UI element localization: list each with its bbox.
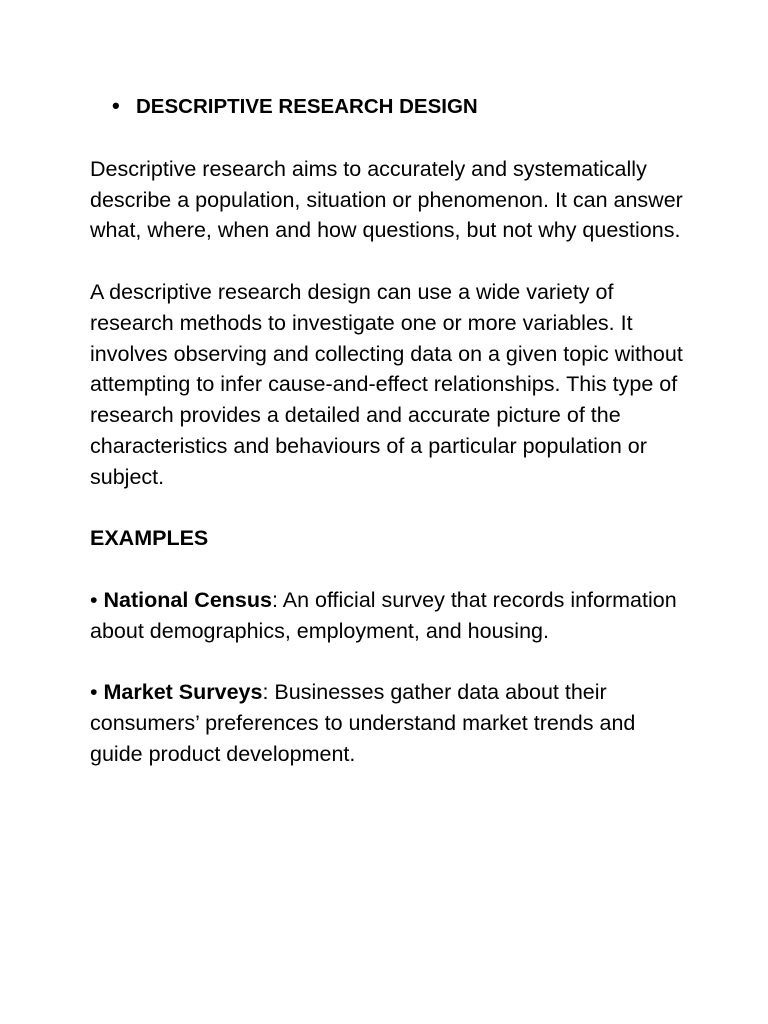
bullet-icon: • <box>90 587 98 612</box>
bullet-icon: • <box>112 93 120 118</box>
example-item <box>90 677 690 769</box>
examples-title: EXAMPLES <box>90 526 209 551</box>
document-page <box>90 91 690 801</box>
paragraph-explanation: A descriptive research design can use a wide variety of research methods to investigate one or more variables. It involves observing and collecting data on a given topic without attempting to infer cause-and-effect relationships. This type of research provides a detailed and accurate picture of the characteristics and behaviours of a particular population or subject. <box>90 279 683 489</box>
heading-text: DESCRIPTIVE RESEARCH DESIGN <box>136 95 478 118</box>
example-item <box>90 585 690 647</box>
example-description: : Businesses gather data about their consumers’ preferences to understand market trends and guide product development. <box>90 680 636 766</box>
section-heading <box>90 91 690 123</box>
example-term: Market Surveys <box>103 680 263 705</box>
paragraph-definition: Descriptive research aims to accurately and systematically describe a population, situation or phenomenon. It can answer what, where, when and how questions, but not why questions. <box>90 156 683 243</box>
example-term: National Census <box>103 587 272 612</box>
bullet-icon: • <box>90 680 98 705</box>
example-description: : An official survey that records information about demographics, employment, and housing. <box>90 587 677 643</box>
